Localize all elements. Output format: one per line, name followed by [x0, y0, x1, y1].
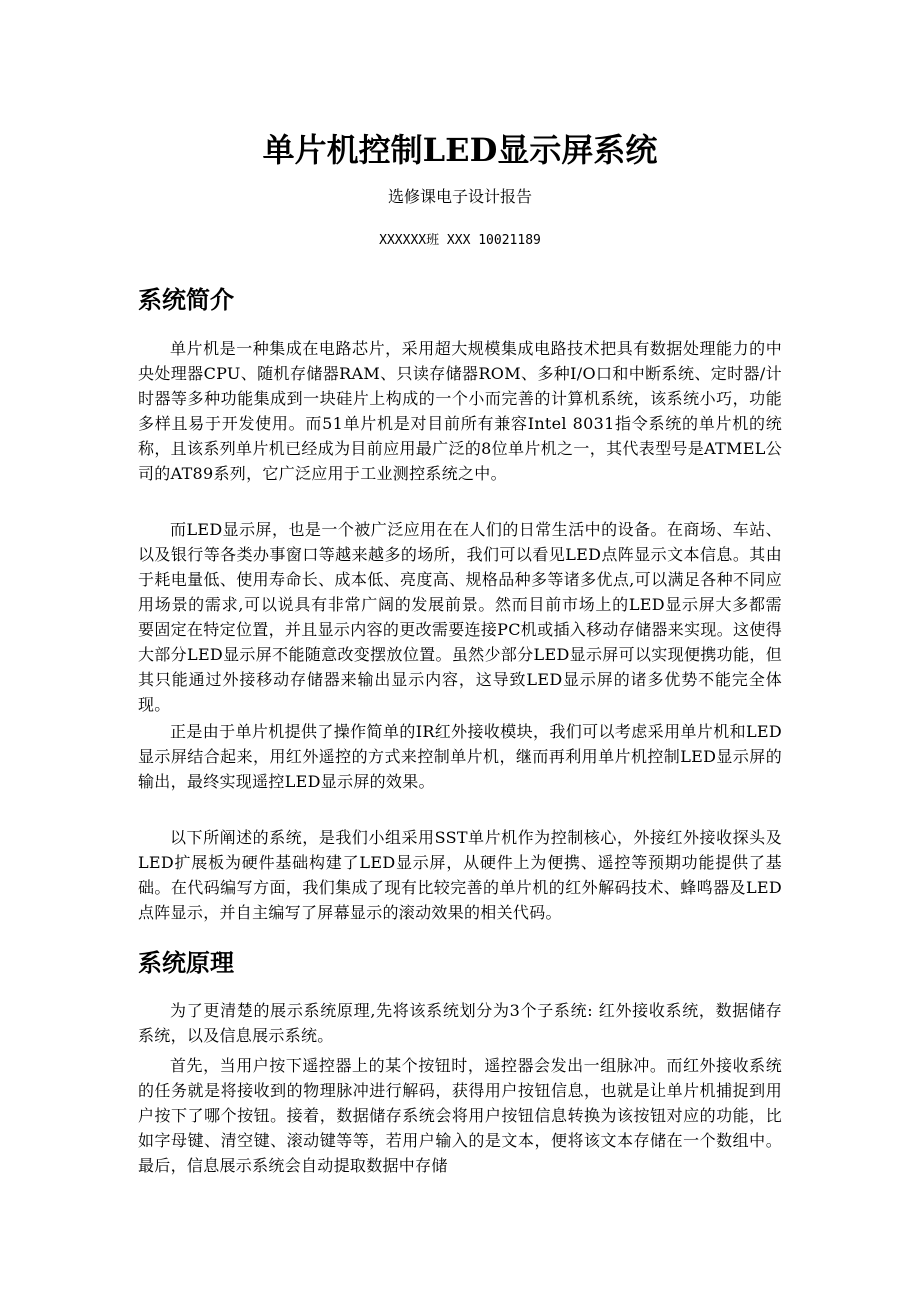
document-title: 单片机控制LED显示屏系统 — [262, 131, 658, 169]
section-heading-intro: 系统简介 — [138, 285, 234, 314]
paragraph: 为了更清楚的展示系统原理,先将该系统划分为3个子系统: 红外接收系统，数据储存系统，以及信息展示系统。 — [138, 1001, 782, 1045]
document-subtitle: 选修课电子设计报告 — [387, 187, 532, 206]
paragraph: 而LED显示屏，也是一个被广泛应用在在人们的日常生活中的设备。在商场、车站、以及银行等各类办事窗口等越来越多的场所，我们可以看见LED点阵显示文本信息。其由于耗电量低、使用寿命长、成本低、亮度高、规格品种多等诸多优点,可以满足各种不同应用场景的需求,可以说具有非常广阔的发展前景。然而目前市场上的LED显示屏大多都需要固定在特定位置，并且显示内容的更改需要连接PC机或插入移动存储器来实现。这使得大部分LED显示屏不能随意改变摆放位置。虽然少部分LED显示屏可以实现便携功能，但其只能通过外接移动存储器来输出显示内容，这导致LED显示屏的诸多优势不能完全体现。 — [138, 520, 782, 714]
section-heading-principle: 系统原理 — [138, 948, 234, 977]
paragraph: 正是由于单片机提供了操作简单的IR红外接收模块，我们可以考虑采用单片机和LED显示屏结合起来，用红外遥控的方式来控制单片机，继而再利用单片机控制LED显示屏的输出，最终实现遥控LED显示屏的效果。 — [138, 722, 782, 791]
paragraph: 单片机是一种集成在电路芯片，采用超大规模集成电路技术把具有数据处理能力的中央处理器CPU、随机存储器RAM、只读存储器ROM、多种I/O口和中断系统、定时器/计时器等多种功能集成到一块硅片上构成的一个小而完善的计算机系统，该系统小巧，功能多样且易于开发使用。而51单片机是对目前所有兼容Intel 8031指令系统的单片机的统称，且该系列单片机已经成为目前应用最广泛的8位单片机之一，其代表型号是ATMEL公司的AT89系列，它广泛应用于工业测控系统之中。 — [138, 339, 782, 483]
paragraph: 首先，当用户按下遥控器上的某个按钮时，遥控器会发出一组脉冲。而红外接收系统的任务就是将接收到的物理脉冲进行解码，获得用户按钮信息，也就是让单片机捕捉到用户按下了哪个按钮。接着，数据储存系统会将用户按钮信息转换为该按钮对应的功能，比如字母键、清空键、滚动键等等，若用户输入的是文本，便将该文本存储在一个数组中。最后，信息展示系统会自动提取数据中存储 — [138, 1056, 782, 1175]
paragraph: 以下所阐述的系统，是我们小组采用SST单片机作为控制核心，外接红外接收探头及LED扩展板为硬件基础构建了LED显示屏，从硬件上为便携、遥控等预期功能提供了基础。在代码编写方面，我们集成了现有比较完善的单片机的红外解码技术、蜂鸣器及LED点阵显示，并自主编写了屏幕显示的滚动效果的相关代码。 — [138, 828, 782, 922]
author-line: XXXXXX班 XXX 10021189 — [379, 233, 541, 248]
